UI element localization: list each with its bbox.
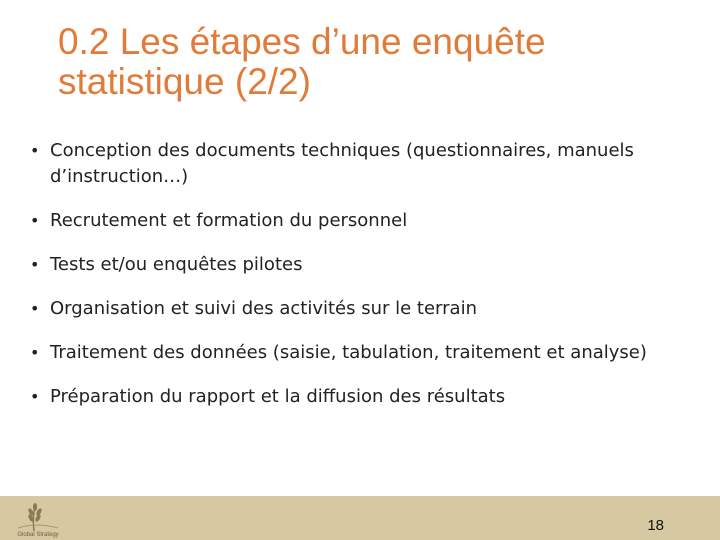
- bullet-item-preparation: [30, 384, 700, 410]
- bullet-icon: •: [30, 387, 40, 406]
- page-number: 18: [647, 517, 664, 534]
- bullet-icon: •: [30, 255, 40, 274]
- bullet-item-recrutement: [30, 208, 700, 234]
- slide-title: 0.2 Les étapes d’une enquête statistique (2/2): [58, 21, 546, 102]
- footer-band: [0, 496, 720, 540]
- bullet-text: Organisation et suivi des activités sur le terrain: [50, 298, 477, 319]
- bullet-text: Préparation du rapport et la diffusion des résultats: [50, 386, 506, 407]
- bullet-text: Traitement des données (saisie, tabulation, traitement et analyse): [50, 342, 647, 363]
- bullet-text: Conception des documents techniques (questionnaires, manuels d’instruction…): [50, 140, 634, 187]
- bullet-text: Tests et/ou enquêtes pilotes: [50, 254, 303, 275]
- bullet-list: [30, 138, 700, 428]
- wheat-icon: [12, 498, 64, 538]
- bullet-icon: •: [30, 211, 40, 230]
- bullet-icon: •: [30, 141, 40, 160]
- bullet-icon: •: [30, 299, 40, 318]
- bullet-item-traitement: [30, 340, 700, 366]
- bullet-item-organisation: [30, 296, 700, 322]
- logo-text: Global Strategy: [17, 532, 59, 538]
- bullet-item-tests: [30, 252, 700, 278]
- bullet-text: Recrutement et formation du personnel: [50, 210, 408, 231]
- bullet-item-conception: [30, 138, 700, 190]
- bullet-icon: •: [30, 343, 40, 362]
